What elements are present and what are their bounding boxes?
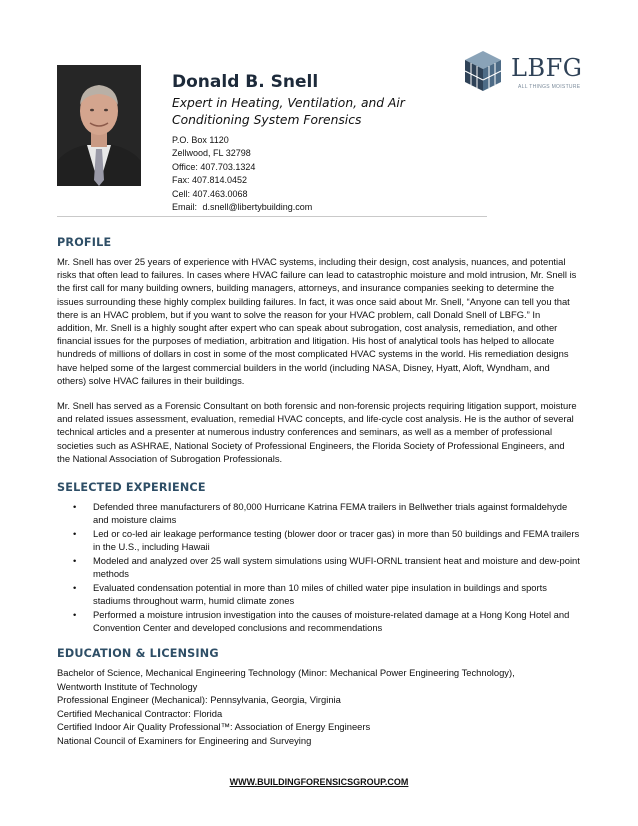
- contact-office-phone: Office: 407.703.1324: [172, 161, 256, 172]
- bullet-icon: •: [73, 554, 77, 566]
- list-item: [57, 500, 582, 526]
- education-line: National Council of Examiners for Engineering and Surveying: [57, 734, 312, 746]
- bullet-icon: •: [73, 581, 77, 593]
- contact-email: [172, 201, 312, 214]
- experience-list: [57, 500, 582, 635]
- person-title: Expert in Heating, Ventilation, and Air Conditioning System Forensics: [172, 96, 405, 127]
- education-line: Certified Mechanical Contractor: Florida: [57, 707, 223, 719]
- list-item: [57, 527, 582, 553]
- footer-website-link[interactable]: WWW.BUILDINGFORENSICSGROUP.COM: [229, 777, 409, 787]
- education-line: Wentworth Institute of Technology: [57, 680, 198, 692]
- education-heading: EDUCATION & LICENSING: [57, 647, 219, 660]
- education-line: Certified Indoor Air Quality Professional™: Association of Energy Engineers: [57, 721, 371, 733]
- bullet-icon: •: [73, 527, 77, 539]
- education-line: Bachelor of Science, Mechanical Engineering Technology (Minor: Mechanical Power Engineering Technology),: [57, 667, 515, 678]
- contact-block: [172, 134, 312, 214]
- experience-item-text: Defended three manufacturers of 80,000 Hurricane Katrina FEMA trailers in Bellwether trials against formaldehyde and moisture claims: [93, 501, 568, 526]
- logo-tagline: ALL THINGS MOISTURE: [518, 84, 581, 90]
- list-item: [57, 554, 582, 580]
- experience-item-text: Performed a moisture intrusion investigation into the causes of moisture-related damage at a Hong Kong Hotel and Convention Center and developed conclusions and recommendations: [93, 608, 570, 633]
- email-link[interactable]: d.snell@libertybuilding.com: [202, 202, 313, 213]
- contact-cell-phone: Cell: 407.463.0068: [172, 188, 248, 199]
- experience-item-text: Evaluated condensation potential in more than 10 miles of chilled water pipe insulation in buildings and sports stadiums throughout warm, humid climate zones: [93, 581, 547, 606]
- email-label: Email:: [172, 202, 198, 213]
- education-list: [57, 666, 515, 748]
- person-name: Donald B. Snell: [172, 72, 319, 92]
- experience-item-text: Modeled and analyzed over 25 wall system simulations using WUFI-ORNL transient heat and moisture and dew-point methods: [93, 554, 580, 580]
- experience-item-text: Led or co-led air leakage performance testing (blower door or tracer gas) in more than 50 buildings and FEMA trailers in the U.S., including Hawaii: [93, 527, 580, 553]
- list-item: [57, 581, 582, 607]
- headshot-photo: [57, 65, 141, 186]
- profile-paragraph-2: Mr. Snell has served as a Forensic Consultant on both forensic and non-forensic projects requiring litigation support, moisture and related issues assessment, evaluation, remedial HVAC concepts, and life-cycle cost analysis. He is the author of several technical articles and a presenter at numerous industry conferences and seminars, as well as a member of professional societies such as ASHRAE, National Society of Professional Engineers, the Florida Society of Professional Engineers, and the National Association of Subrogation Professionals.: [57, 400, 577, 464]
- list-item: [57, 608, 582, 634]
- contact-fax: Fax: 407.814.0452: [172, 175, 248, 186]
- contact-po-box: P.O. Box 1120: [172, 135, 229, 145]
- profile-heading: PROFILE: [57, 236, 112, 249]
- contact-city: Zellwood, FL 32798: [172, 148, 251, 159]
- header-divider: [57, 216, 487, 217]
- education-line: Professional Engineer (Mechanical): Pennsylvania, Georgia, Virginia: [57, 694, 341, 706]
- bullet-icon: •: [73, 608, 77, 620]
- profile-paragraph-1: Mr. Snell has over 25 years of experience with HVAC systems, including their design, cost analysis, nuances, and potential risks that often lead to failures. In cases where HVAC failure can lead to catastrophic moisture and mold intrusion, Mr. Snell is the first call for many building owners, building managers, attorneys, and insurance companies seeking to determine the issues surrounding these highly complex building failures. In fact, it was once said about Mr. Snell, “Anyone can tell you that there is an HVAC problem, but if you want to solve the reason for your HVAC problem, call Donald Snell of LBFG.” In addition, Mr. Snell is a highly sought after expert who can speak about subrogation, cost analysis, remediation, and other financial issues for the purposes of mediation, arbitration and litigation. His host of analytical tools has helped to allocate hundreds of millions of dollars in cost in some of the most complicated HVAC systems in the world. His remediation designs have helped some of the largest commercial builders in the world (including NASA, Disney, Hyatt, Aloft, Wyndham, and others) solve HVAC failures in their buildings.: [57, 256, 577, 386]
- logo-wordmark: LBFG: [511, 54, 583, 82]
- experience-heading: SELECTED EXPERIENCE: [57, 481, 206, 494]
- bullet-icon: •: [73, 501, 77, 512]
